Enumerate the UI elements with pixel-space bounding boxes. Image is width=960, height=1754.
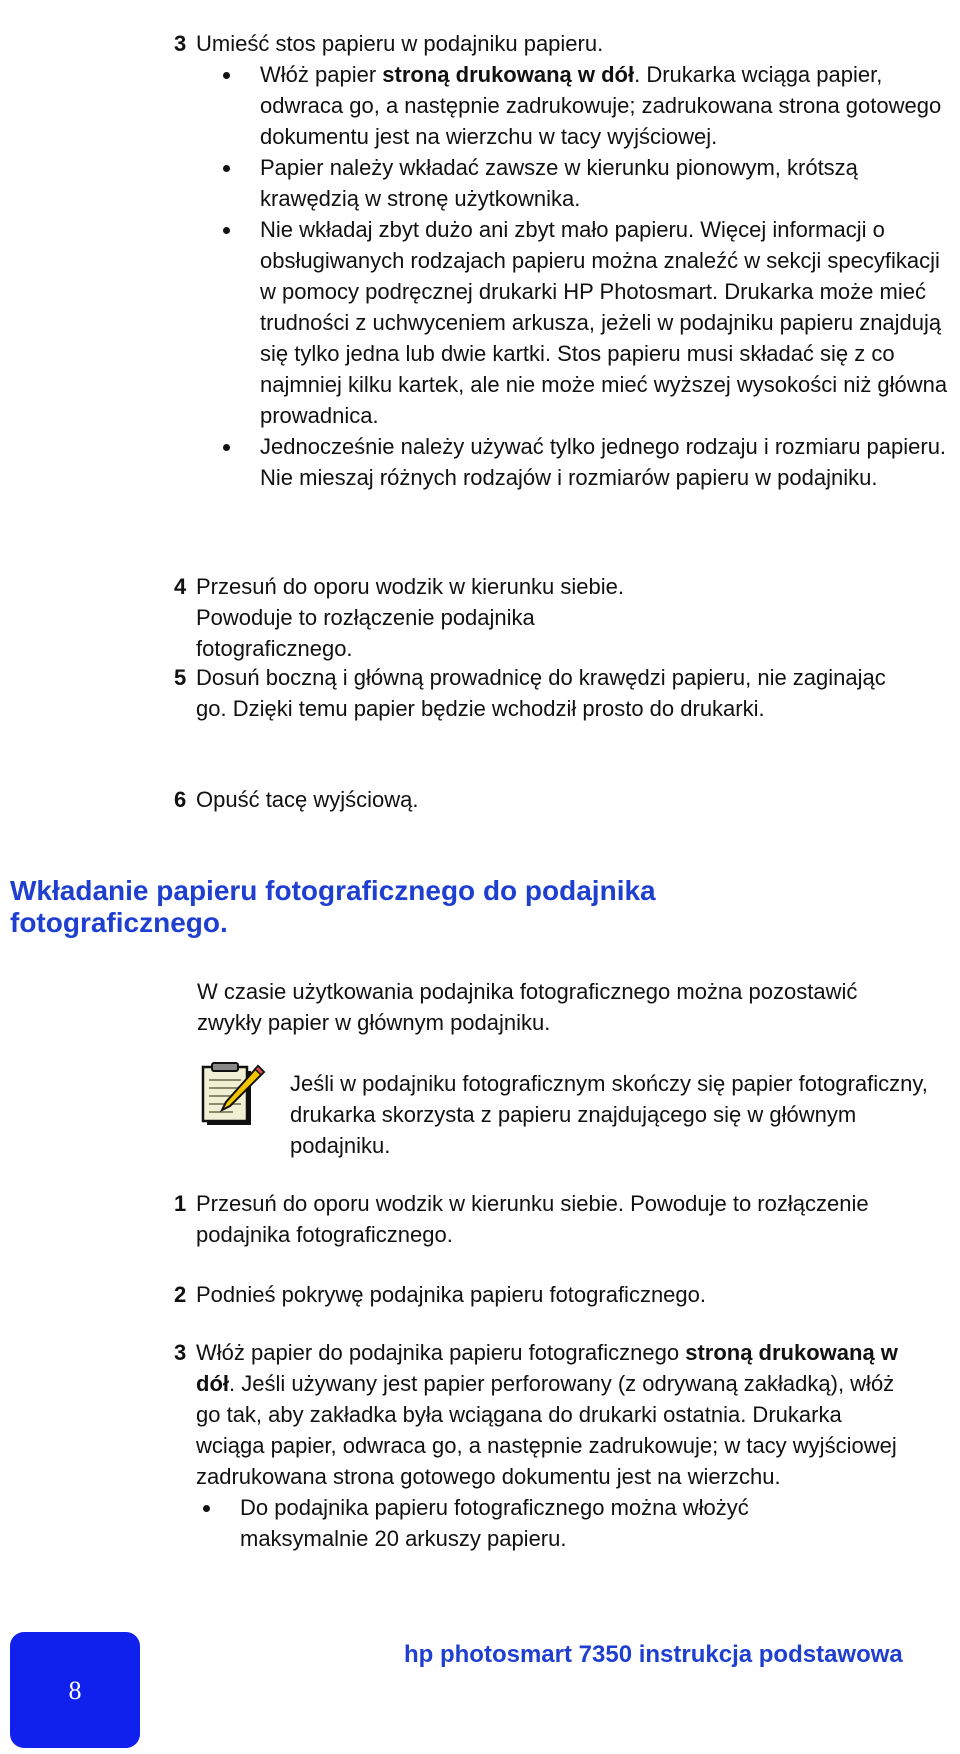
step-text: Dosuń boczną i główną prowadnicę do krawędzi papieru, nie zaginając go. Dzięki temu papier będzie wchodził prosto do drukarki. <box>196 665 886 721</box>
step-5-guides <box>174 662 956 724</box>
page-number-badge <box>10 1632 140 1748</box>
step-4-slide <box>174 571 956 664</box>
step-text-part: . Jeśli używany jest papier perforowany (z odrywaną zakładką), włóż go tak, aby zakładka była wciągana do drukarki ostatnia. Drukarka wciąga papier, odwraca go, a następnie zadrukowuje; w tacy wyjściowej zadrukowana strona gotowego dokumentu jest na wierzchu. <box>196 1371 897 1489</box>
step-number: 1 <box>174 1191 187 1216</box>
bullet-item <box>196 152 956 214</box>
step-text-part: Włóż papier do podajnika papieru fotograficznego <box>196 1340 686 1365</box>
step-number: 2 <box>174 1282 187 1307</box>
step-text: Podnieś pokrywę podajnika papieru fotograficznego. <box>196 1282 706 1307</box>
photo-step-3-insert-paper <box>174 1337 956 1554</box>
step-number: 4 <box>174 574 187 599</box>
bullet-emphasis: stroną drukowaną w dół <box>382 62 635 87</box>
step-number: 3 <box>174 1340 187 1365</box>
bullet-text: . Drukarka wciąga papier, odwraca go, a następnie zadrukowuje; zadrukowana strona gotowego dokumentu jest na wierzchu w tacy wyjściowej. <box>260 62 942 149</box>
step-text: Przesuń do oporu wodzik w kierunku siebie. Powoduje to rozłączenie podajnika fotograficznego. <box>196 1191 869 1247</box>
bullet-list <box>196 59 956 493</box>
bullet-item <box>176 1492 796 1554</box>
bullet-item <box>196 431 956 493</box>
step-number: 6 <box>174 787 187 812</box>
bullet-item <box>196 214 956 431</box>
bullet-text: Nie wkładaj zbyt dużo ani zbyt mało papieru. Więcej informacji o obsługiwanych rodzajach papieru można znaleźć w sekcji specyfikacji w pomocy podręcznej drukarki HP Photosmart. Drukarka może mieć trudności z uchwyceniem arkusza, jeżeli w podajniku papieru znajdują się tylko jedna lub dwie kartki. Stos papieru musi składać się z co najmniej kilku kartek, ale nie może mieć wyższej wysokości niż główna prowadnica. <box>260 217 948 428</box>
step-3-load-paper <box>174 28 956 493</box>
bullet-item <box>196 59 956 152</box>
intro-paragraph: W czasie użytkowania podajnika fotograficznego można pozostawić zwykły papier w głównym podajniku. <box>197 979 858 1035</box>
step-6-output-tray <box>174 784 956 815</box>
section-heading: Wkładanie papieru fotograficznego do podajnika fotograficznego. <box>10 875 656 938</box>
photo-step-2-lift-cover <box>174 1279 956 1310</box>
footer-title: hp photosmart 7350 instrukcja podstawowa <box>404 1641 903 1668</box>
bullet-text: Papier należy wkładać zawsze w kierunku pionowym, krótszą krawędzią w stronę użytkownika. <box>260 155 858 211</box>
notepad-pencil-icon <box>200 1062 266 1130</box>
bullet-text: Włóż papier <box>260 62 383 87</box>
photo-step-1-slide <box>174 1188 956 1250</box>
step-text: Opuść tacę wyjściową. <box>196 787 419 812</box>
bullet-text: Do podajnika papieru fotograficznego można włożyć maksymalnie 20 arkuszy papieru. <box>240 1495 749 1551</box>
bullet-text: Jednocześnie należy używać tylko jednego rodzaju i rozmiaru papieru. Nie mieszaj różnych rodzajów i rozmiarów papieru w podajniku. <box>260 434 947 490</box>
page-number: 8 <box>68 1675 82 1705</box>
step-text: Przesuń do oporu wodzik w kierunku siebie. Powoduje to rozłączenie podajnika fotograficznego. <box>196 574 625 661</box>
step-number: 5 <box>174 665 187 690</box>
step-number: 3 <box>174 31 187 56</box>
step-emphasis: stroną drukowaną w dół <box>196 1340 898 1396</box>
note-text: Jeśli w podajniku fotograficznym skończy się papier fotograficzny, drukarka skorzysta z papieru znajdującego się w głównym podajniku. <box>290 1071 928 1158</box>
step-text: Umieść stos papieru w podajniku papieru. <box>196 31 604 56</box>
bullet-list <box>176 1492 796 1554</box>
step-text <box>196 1337 916 1492</box>
